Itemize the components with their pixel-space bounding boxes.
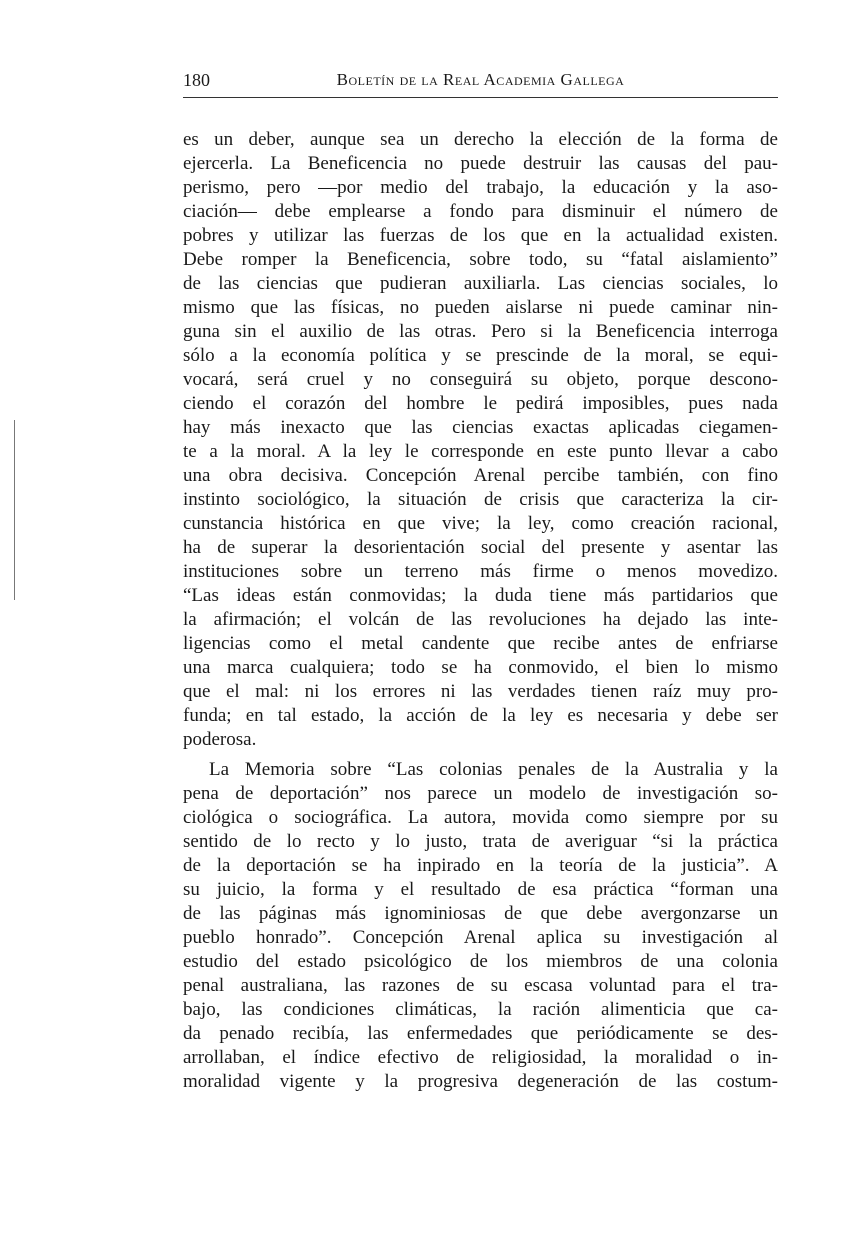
text-line: de las páginas más ignominiosas de que debe avergonzarse un bbox=[183, 903, 778, 924]
text-line: de las ciencias que pudieran auxiliarla. Las ciencias sociales, lo bbox=[183, 273, 778, 294]
text-line: la afirmación; el volcán de las revoluciones ha dejado las inte- bbox=[183, 609, 778, 630]
header-rule bbox=[183, 97, 778, 98]
text-line: ligencias como el metal candente que recibe antes de enfriarse bbox=[183, 633, 778, 654]
page-body bbox=[183, 128, 778, 1094]
text-line: pena de deportación” nos parece un modelo de investigación so- bbox=[183, 783, 778, 804]
text-line: bajo, las condiciones climáticas, la ración alimenticia que ca- bbox=[183, 999, 778, 1020]
text-line: instinto sociológico, la situación de crisis que caracteriza la cir- bbox=[183, 489, 778, 510]
text-line: hay más inexacto que las ciencias exactas aplicadas ciegamen- bbox=[183, 417, 778, 438]
paragraph-1 bbox=[183, 128, 778, 752]
paragraph-2 bbox=[183, 758, 778, 1094]
text-line: “Las ideas están conmovidas; la duda tiene más partidarios que bbox=[183, 585, 778, 606]
text-line: poderosa. bbox=[183, 729, 257, 750]
page-number: 180 bbox=[183, 70, 210, 90]
text-line: sentido de lo recto y lo justo, trata de averiguar “si la práctica bbox=[183, 831, 778, 852]
text-line: mismo que las físicas, no pueden aislarse ni puede caminar nin- bbox=[183, 297, 778, 318]
text-line: una obra decisiva. Concepción Arenal percibe también, con fino bbox=[183, 465, 778, 486]
text-line: que el mal: ni los errores ni las verdades tienen raíz muy pro- bbox=[183, 681, 778, 702]
text-line: estudio del estado psicológico de los miembros de una colonia bbox=[183, 951, 778, 972]
text-line: La Memoria sobre “Las colonias penales de la Australia y la bbox=[209, 759, 778, 780]
text-line: es un deber, aunque sea un derecho la elección de la forma de bbox=[183, 129, 778, 150]
text-line: de la deportación se ha inpirado en la teoría de la justicia”. A bbox=[183, 855, 778, 876]
text-line: moralidad vigente y la progresiva degeneración de las costum- bbox=[183, 1071, 778, 1092]
text-line: da penado recibía, las enfermedades que periódicamente se des- bbox=[183, 1023, 778, 1044]
text-line: arrollaban, el índice efectivo de religiosidad, la moralidad o in- bbox=[183, 1047, 778, 1068]
running-title: Boletín de la Real Academia Gallega bbox=[336, 70, 625, 89]
text-line: una marca cualquiera; todo se ha conmovido, el bien lo mismo bbox=[183, 657, 778, 678]
text-line: instituciones sobre un terreno más firme o menos movedizo. bbox=[183, 561, 778, 582]
text-line: vocará, será cruel y no conseguirá su objeto, porque descono- bbox=[183, 369, 778, 390]
text-line: ciendo el corazón del hombre le pedirá imposibles, pues nada bbox=[183, 393, 778, 414]
text-line: funda; en tal estado, la acción de la ley es necesaria y debe ser bbox=[183, 705, 778, 726]
text-line: ejercerla. La Beneficencia no puede destruir las causas del pau- bbox=[183, 153, 778, 174]
text-line: su juicio, la forma y el resultado de esa práctica “forman una bbox=[183, 879, 778, 900]
text-line: pobres y utilizar las fuerzas de los que en la actualidad existen. bbox=[183, 225, 778, 246]
text-line: ciación— debe emplearse a fondo para disminuir el número de bbox=[183, 201, 778, 222]
text-line: guna sin el auxilio de las otras. Pero si la Beneficencia interroga bbox=[183, 321, 778, 342]
text-line: Debe romper la Beneficencia, sobre todo, su “fatal aislamiento” bbox=[183, 249, 778, 270]
scan-margin-mark bbox=[14, 540, 15, 600]
running-header bbox=[183, 68, 778, 98]
text-line: pueblo honrado”. Concepción Arenal aplica su investigación al bbox=[183, 927, 778, 948]
text-line: penal australiana, las razones de su escasa voluntad para el tra- bbox=[183, 975, 778, 996]
text-line: cunstancia histórica en que vive; la ley, como creación racional, bbox=[183, 513, 778, 534]
text-line: perismo, pero —por medio del trabajo, la educación y la aso- bbox=[183, 177, 778, 198]
text-line: sólo a la economía política y se prescinde de la moral, se equi- bbox=[183, 345, 778, 366]
text-line: ciológica o sociográfica. La autora, movida como siempre por su bbox=[183, 807, 778, 828]
text-line: ha de superar la desorientación social del presente y asentar las bbox=[183, 537, 778, 558]
text-line: te a la moral. A la ley le corresponde en este punto llevar a cabo bbox=[183, 441, 778, 462]
